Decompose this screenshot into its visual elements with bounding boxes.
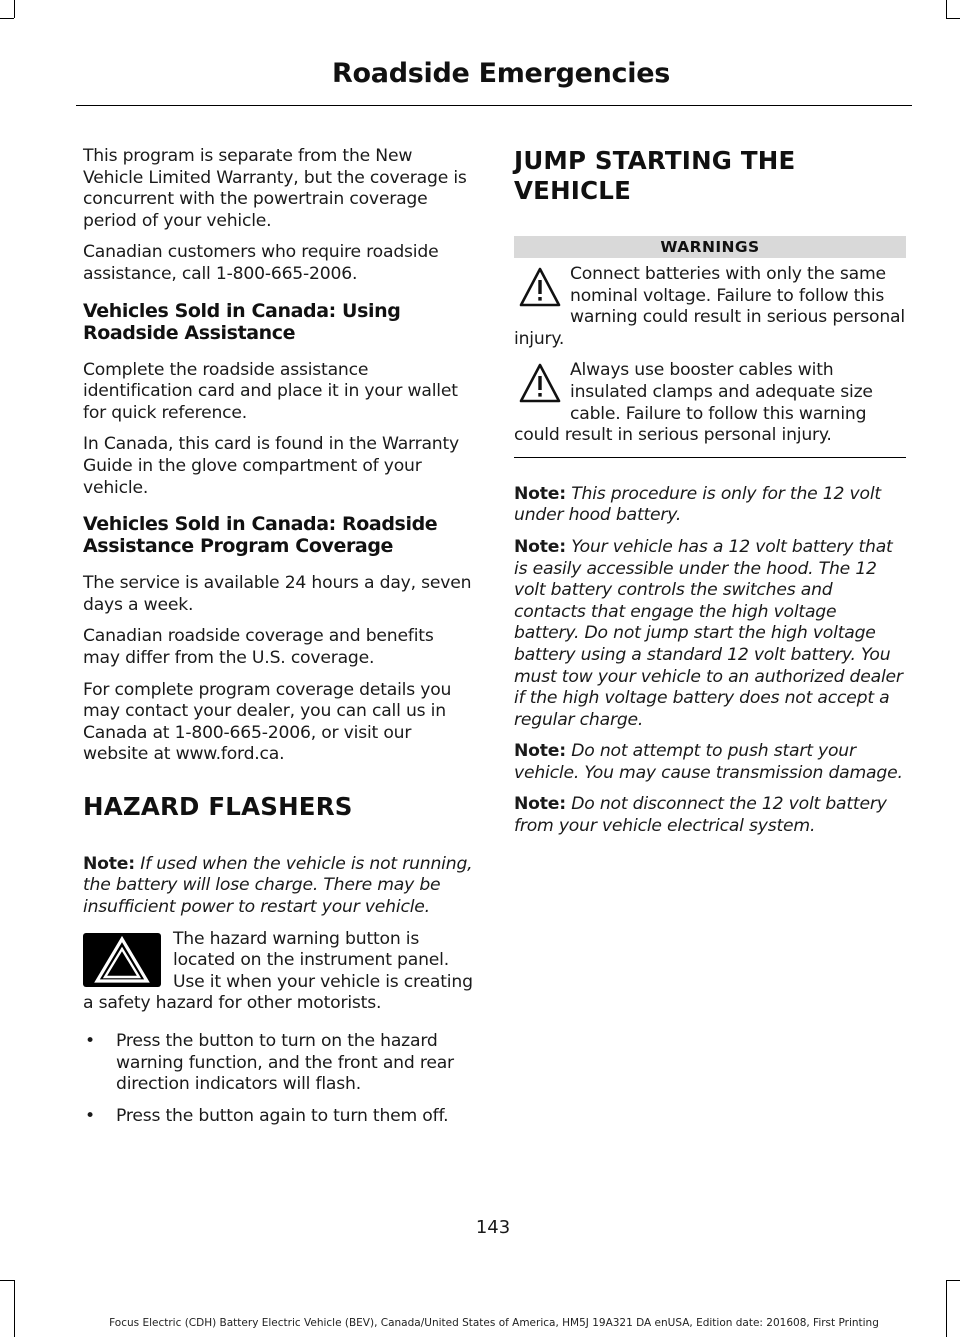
crop-mark — [946, 1280, 960, 1281]
crop-mark — [0, 1280, 14, 1281]
paragraph: In Canada, this card is found in the Warranty Guide in the glove compartment of your vehicle. — [83, 434, 460, 498]
warning-triangle-icon — [514, 362, 562, 406]
note-text: This procedure is only for the 12 volt under hood battery. — [514, 483, 881, 526]
bullet-glyph: • — [85, 1031, 95, 1052]
list-item — [83, 1031, 475, 1096]
right-column — [514, 146, 906, 848]
note-label: Note: — [514, 741, 566, 762]
crop-mark — [946, 18, 960, 19]
warning-triangle-icon — [514, 266, 562, 310]
note — [514, 484, 906, 527]
subheading: Vehicles Sold in Canada: Roadside Assistance Program Coverage — [83, 513, 438, 558]
note — [83, 854, 475, 919]
list-item — [83, 1106, 475, 1128]
warning-text: Connect batteries with only the same nominal voltage. Failure to follow this warning could result in serious personal injury. — [514, 264, 905, 349]
paragraph: The service is available 24 hours a day, seven days a week. — [83, 573, 472, 615]
note-label: Note: — [514, 794, 566, 815]
hazard-triangle-icon — [83, 933, 161, 987]
paragraph: This program is separate from the New Vehicle Limited Warranty, but the coverage is concurrent with the powertrain coverage period of your vehicle. — [83, 146, 467, 231]
bullet-glyph: • — [85, 1105, 95, 1126]
warnings-divider — [514, 457, 906, 458]
section-heading-jump-starting: JUMP STARTING THE VEHICLE — [514, 146, 796, 205]
note-text: Your vehicle has a 12 volt battery that is easily accessible under the hood. The 12 volt battery controls the switches and contacts that engage the high voltage battery. Do not jump start the high voltage battery using a standard 12 volt battery. You must tow your vehicle to an authorized dealer if the high voltage battery does not accept a regular charge. — [514, 536, 903, 730]
hazard-instructions-list — [83, 1031, 475, 1127]
note — [514, 794, 906, 837]
warnings-header: WARNINGS — [514, 236, 906, 258]
warning-item — [514, 264, 906, 350]
subheading: Vehicles Sold in Canada: Using Roadside Assistance — [83, 299, 401, 344]
page-header-title: Roadside Emergencies — [332, 58, 670, 89]
left-column — [83, 146, 475, 1137]
page-number: 143 — [475, 1217, 511, 1238]
paragraph: For complete program coverage details you may contact your dealer, you can call us in Canada at 1-800-665-2006, or visit our website at www.ford.ca. — [83, 679, 452, 765]
note-text: Do not attempt to push start your vehicle. You may cause transmission damage. — [514, 741, 903, 783]
footer-text: Focus Electric (CDH) Battery Electric Vehicle (BEV), Canada/United States of America, HM5J 19A321 DA enUSA, Edition date: 201608, First Printing — [109, 1317, 879, 1329]
note-text: Do not disconnect the 12 volt battery from your vehicle electrical system. — [514, 794, 887, 837]
hazard-warning-icon — [83, 933, 161, 987]
note — [514, 537, 906, 731]
note-label: Note: — [514, 483, 566, 504]
list-item-text: Press the button again to turn them off. — [116, 1105, 449, 1126]
header-divider — [76, 105, 912, 106]
note-text: If used when the vehicle is not running, the battery will lose charge. There may be insufficient power to restart your vehicle. — [83, 853, 473, 918]
crop-mark — [0, 18, 14, 19]
note-label: Note: — [83, 853, 135, 874]
section-heading-hazard-flashers: HAZARD FLASHERS — [83, 791, 353, 821]
hazard-button-description — [83, 929, 475, 1015]
note-label: Note: — [514, 536, 566, 557]
hazard-button-text: The hazard warning button is located on the instrument panel. Use it when your vehicle is creating a safety hazard for other motorists. — [83, 928, 473, 1014]
crop-mark — [946, 0, 947, 18]
list-item-text: Press the button to turn on the hazard warning function, and the front and rear direction indicators will flash. — [116, 1031, 454, 1095]
warning-text: Always use booster cables with insulated clamps and adequate size cable. Failure to follow this warning could result in serious personal injury. — [514, 360, 873, 446]
paragraph: Canadian customers who require roadside assistance, call 1-800-665-2006. — [83, 242, 439, 284]
crop-mark — [946, 1280, 947, 1337]
paragraph: Canadian roadside coverage and benefits may differ from the U.S. coverage. — [83, 626, 434, 668]
crop-mark — [14, 1280, 15, 1337]
note — [514, 741, 906, 784]
warning-item — [514, 360, 906, 446]
crop-mark — [14, 0, 15, 18]
paragraph: Complete the roadside assistance identification card and place it in your wallet for quick reference. — [83, 359, 458, 423]
